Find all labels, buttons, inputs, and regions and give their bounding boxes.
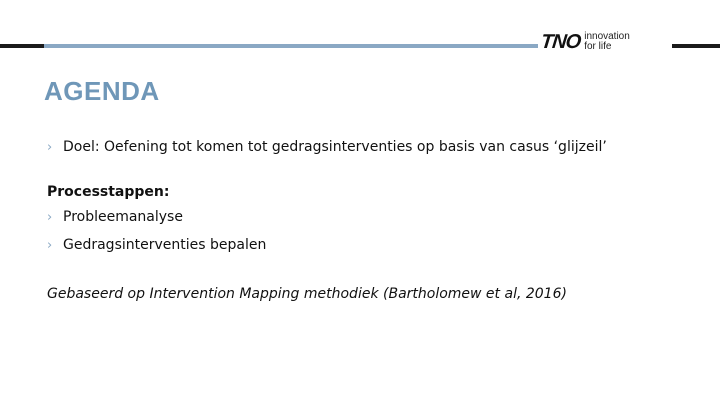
goal-item: [47, 136, 687, 158]
step-item: [47, 234, 687, 256]
header-rule: [44, 44, 538, 48]
process-heading: Processtappen:: [47, 184, 170, 200]
chevron-right-icon: ›: [47, 139, 53, 155]
step-text: Gedragsinterventies bepalen: [63, 237, 267, 253]
logo-tagline-2: for life: [584, 41, 612, 52]
step-text: Probleemanalyse: [63, 209, 183, 225]
slide-title: AGENDA: [44, 76, 160, 106]
source-note: Gebaseerd op Intervention Mapping methodiek (Bartholomew et al, 2016): [47, 286, 567, 302]
header-rule-right: [672, 44, 720, 48]
goal-text: Doel: Oefening tot komen tot gedragsinterventies op basis van casus ‘glijzeil’: [63, 139, 607, 155]
tno-logo: [541, 30, 630, 54]
chevron-right-icon: ›: [47, 209, 53, 225]
header-rule-left: [0, 44, 44, 48]
slide-content: [47, 136, 687, 302]
logo-tagline: [584, 32, 630, 52]
chevron-right-icon: ›: [47, 237, 53, 253]
step-item: [47, 206, 687, 228]
logo-tagline-1: innovation: [584, 31, 630, 42]
logo-mark: TNO: [539, 31, 582, 53]
